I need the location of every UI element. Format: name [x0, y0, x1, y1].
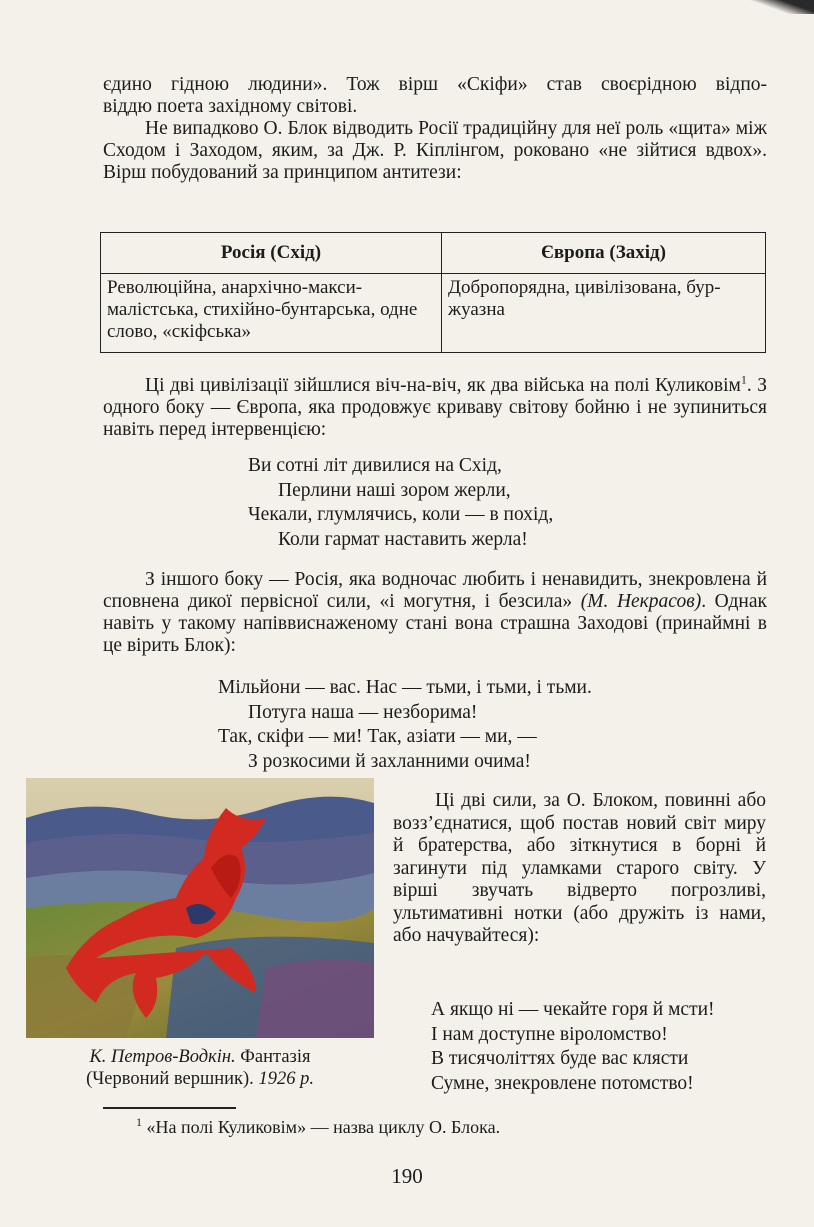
painting-year: 1926 р.: [258, 1069, 314, 1089]
russia-text: З іншого боку — Росія, яка водночас любить і ненавидить, знекровлена й сповнена дикої первісної сили, «і могутня, і безсила»: [103, 569, 767, 612]
table-row: [101, 274, 766, 353]
poem-stanza-2: [218, 676, 592, 774]
painting-red-rider: [26, 778, 374, 1038]
painting-subtitle: (Червоний вершник).: [86, 1069, 259, 1089]
russia-section: [103, 569, 767, 657]
poem-line: Сумне, знекровлене потомство!: [431, 1072, 694, 1094]
intro-line-2: віддю поета західному світові.: [103, 96, 358, 117]
russia-paragraph: [103, 569, 767, 657]
poem-line: Перлини наші зором жерли,: [278, 479, 511, 501]
civilizations-section: [103, 372, 767, 441]
antithesis-table: [100, 232, 766, 353]
poem-line: А якщо ні — чекайте горя й мсти!: [431, 999, 715, 1020]
poem-line: Коли гармат наставить жерла!: [278, 528, 528, 550]
cell-russia: Революційна, анархічно-макси-малістська, стихійно-бунтарська, одне слово, «скіфська»: [101, 274, 442, 353]
poem-line: І нам доступне віроломство!: [431, 1023, 668, 1045]
footnote-divider: [103, 1107, 236, 1109]
poem-stanza-1: [248, 454, 553, 552]
russia-text-after: . Однак навіть у такому напіввиснаженому стані вона страшна Заходові (принаймні в це вірить Блок):: [103, 591, 767, 656]
two-forces-section: [393, 790, 766, 948]
poem-line: Так, скіфи — ми! Так, азіати — ми, —: [218, 726, 537, 747]
poem-line: Потуга наша — незборима!: [248, 701, 478, 723]
poem-line: Ви сотні літ дивилися на Схід,: [248, 455, 502, 476]
painting-illustration: [26, 778, 374, 1038]
table-header-row: [101, 233, 766, 274]
footnote: [136, 1116, 500, 1138]
painting-caption: [26, 1046, 374, 1090]
civilizations-paragraph: [103, 372, 767, 441]
header-europe: Європа (Захід): [442, 233, 766, 274]
page-number: 190: [391, 1164, 423, 1188]
footnote-mark: 1: [136, 1115, 142, 1129]
intro-line-1: єдино гідною людини». Тож вірш «Скіфи» став своєрідною відпо-: [103, 74, 767, 95]
two-forces-paragraph: Ці дві сили, за О. Блоком, повинні або возз’єднатися, щоб постав новий світ миру й братерства, або зіткнутися в борні й загинути під уламками старого світу. У вірші звучать відверто погрозливі, ультимативні нотки (або дружіть із нами, або начувайтеся):: [393, 790, 766, 946]
poem-line: Мільйони — вас. Нас — тьми, і тьми, і тьми.: [218, 677, 592, 698]
footnote-text: «На полі Куликовім» — назва циклу О. Блока.: [142, 1117, 501, 1137]
shield-paragraph: Не випадково О. Блок відводить Росії традиційну для неї роль «щита» між Сходом і Заходом, яким, за Дж. Р. Кіплінгом, роковано «не зійтися вдвох». Вірш побудований за принципом антитези:: [103, 118, 767, 183]
footnote-reference: 1: [740, 372, 747, 387]
painting-title: Фантазія: [235, 1047, 311, 1067]
poem-line: В тисячоліттях буде вас клясти: [431, 1048, 689, 1069]
civilizations-text-after: . З одного боку — Європа, яка продовжує криваву світову бойню і не зупиниться навіть перед інтервенцією:: [103, 375, 767, 440]
header-russia: Росія (Схід): [101, 233, 442, 274]
cell-europe: Добропорядна, цивілізована, бур-жуазна: [442, 274, 766, 353]
poem-line: Чекали, глумлячись, коли — в похід,: [248, 504, 554, 525]
nekrasov-citation: (М. Некрасов): [580, 591, 702, 612]
painting-author: К. Петров-Водкін.: [89, 1047, 236, 1067]
scan-corner-shadow: [744, 0, 814, 14]
poem-line: З розкосими й захланними очима!: [248, 750, 531, 772]
poem-stanza-3: [431, 998, 715, 1096]
civilizations-text: Ці дві цивілізації зійшлися віч-на-віч, як два війська на полі Куликовім: [145, 375, 741, 396]
intro-section: [103, 74, 767, 184]
